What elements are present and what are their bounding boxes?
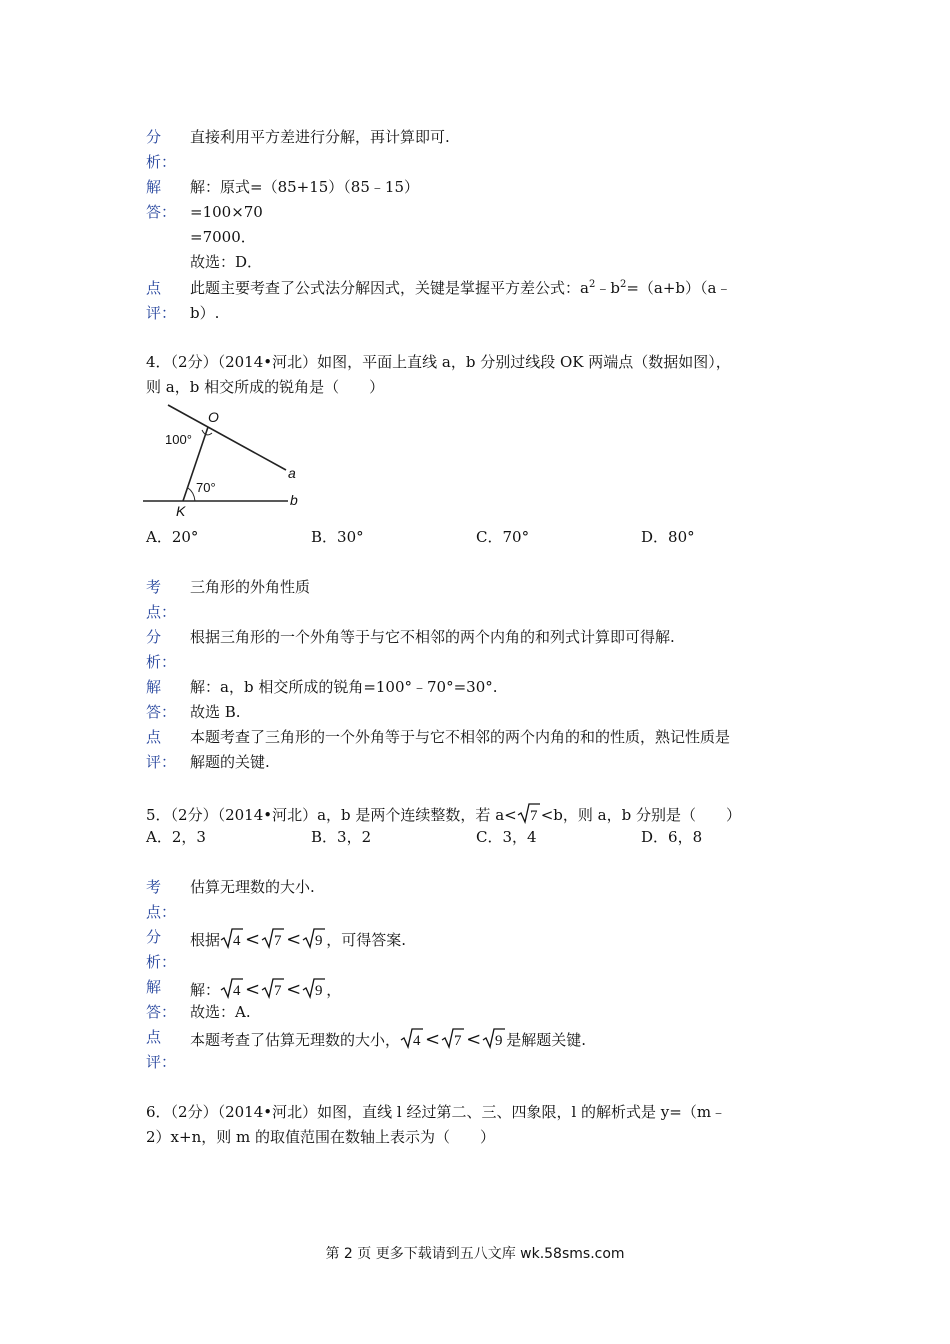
less-than-sign: <	[245, 979, 261, 1000]
q5-solution-line: 解： 4 < 7 < 9 ，	[190, 979, 342, 1000]
radicand: 7	[274, 983, 282, 999]
q4-topic-label: 考	[146, 578, 162, 596]
q5-option-b[interactable]: B．3，2	[311, 828, 372, 846]
q3-solution-label-2: 答：	[146, 203, 177, 221]
q4-option-d[interactable]: D．80°	[641, 528, 695, 546]
label-b: b	[290, 492, 298, 508]
q6-stem-2: 2）x+n，则 m 的取值范围在数轴上表示为（ ）	[146, 1128, 495, 1146]
sqrt-chain	[400, 1031, 506, 1049]
q3-comment-label-2: 评：	[146, 304, 177, 322]
sqrt-4	[220, 977, 244, 999]
q4-option-a[interactable]: A．20°	[146, 528, 199, 546]
q4-option-c[interactable]: C．70°	[476, 528, 530, 546]
q4-solution-line: 解：a，b 相交所成的锐角=100°﹣70°=30°.	[190, 678, 498, 696]
q5-topic-label: 考	[146, 878, 162, 896]
q4-comment-label: 点	[146, 728, 162, 746]
q5-analysis-label-2: 析：	[146, 953, 177, 971]
label-k: K	[176, 503, 186, 519]
radicand: 4	[233, 983, 241, 999]
q5-option-c[interactable]: C．3，4	[476, 828, 537, 846]
sqrt-7	[261, 977, 285, 999]
less-than-sign: <	[466, 1029, 482, 1050]
sqrt-7	[261, 927, 285, 949]
q4-comment-label-2: 评：	[146, 753, 177, 771]
q4-stem-2: 则 a，b 相交所成的锐角是（ ）	[146, 378, 385, 396]
q4-analysis-label-2: 析：	[146, 653, 177, 671]
q3-solution-line: =7000．	[190, 228, 256, 246]
sqrt-4	[400, 1027, 424, 1049]
q4-stem: 4．（2分）（2014•河北）如图，平面上直线 a，b 分别过线段 OK 两端点（数据如图），	[146, 353, 731, 371]
radicand: 9	[495, 1033, 503, 1049]
q3-analysis-label-2: 析：	[146, 153, 177, 171]
q4-solution-label: 解	[146, 678, 162, 696]
radicand: 7	[529, 808, 538, 824]
q5-analysis-label: 分	[146, 928, 162, 946]
q3-analysis-text: 直接利用平方差进行分解，再计算即可.	[190, 128, 450, 146]
sqrt-9	[302, 977, 326, 999]
label-a: a	[288, 465, 296, 481]
page-footer: 第 2 页 更多下载请到五八文库 wk.58sms.com	[325, 1246, 625, 1262]
radicand: 7	[274, 933, 282, 949]
q6-stem: 6．（2分）（2014•河北）如图，直线 l 经过第二、三、四象限，l 的解析式是 y=（m﹣	[146, 1103, 727, 1121]
q5-solution-label: 解	[146, 978, 162, 996]
radicand: 4	[233, 933, 241, 949]
q3-comment-label: 点	[146, 279, 162, 297]
sqrt-4	[220, 927, 244, 949]
label-angle-100: 100°	[165, 432, 192, 447]
q5-comment-label-2: 评：	[146, 1053, 177, 1071]
sqrt-chain	[220, 931, 326, 949]
q4-analysis-text: 根据三角形的一个外角等于与它不相邻的两个内角的和列式计算即可得解.	[190, 628, 675, 646]
q3-comment-text-2: b）.	[190, 304, 220, 322]
q5-comment-text: 本题考查了估算无理数的大小， 4 < 7 < 9 是解题关键.	[190, 1029, 586, 1050]
q5-topic-text: 估算无理数的大小.	[190, 878, 315, 896]
q3-comment-text: 此题主要考查了公式法分解因式，关键是掌握平方差公式：$a^2﹣b^2=(a+b)(a﹣$	[190, 279, 732, 297]
less-than-sign: <	[286, 929, 302, 950]
radicand: 9	[315, 983, 323, 999]
sqrt-7	[517, 802, 541, 824]
less-than-sign: <	[425, 1029, 441, 1050]
q4-option-b[interactable]: B．30°	[311, 528, 364, 546]
q4-topic-text: 三角形的外角性质	[190, 578, 311, 596]
less-than-sign: <	[286, 979, 302, 1000]
angle-arc-k	[188, 488, 195, 501]
q4-topic-label-2: 点：	[146, 603, 177, 621]
sqrt-9	[482, 1027, 506, 1049]
q5-analysis-text: 根据 4 < 7 < 9 ，可得答案.	[190, 929, 406, 950]
sqrt-7	[517, 806, 541, 824]
label-o: O	[208, 409, 219, 425]
q4-analysis-label: 分	[146, 628, 162, 646]
q4-solution-line: 故选 B.	[190, 703, 241, 721]
q5-topic-label-2: 点：	[146, 903, 177, 921]
q3-solution-line: 解：原式=（85+15）（85﹣15）	[190, 178, 419, 196]
q5-option-a[interactable]: A．2，3	[146, 828, 206, 846]
q3-solution-label: 解	[146, 178, 162, 196]
q5-comment-label: 点	[146, 1028, 162, 1046]
q4-comment-line: 本题考查了三角形的一个外角等于与它不相邻的两个内角的和的性质，熟记性质是	[190, 728, 731, 746]
radicand: 4	[413, 1033, 421, 1049]
radicand: 7	[454, 1033, 462, 1049]
radicand: 9	[315, 933, 323, 949]
q3-analysis-label: 分	[146, 128, 162, 146]
sqrt-chain	[220, 981, 326, 999]
q5-solution-label-2: 答：	[146, 1003, 177, 1021]
q5-solution-line-2: 故选：A.	[190, 1003, 251, 1021]
q4-comment-line: 解题的关键.	[190, 753, 270, 771]
less-than-sign: <	[245, 929, 261, 950]
q4-figure	[140, 400, 310, 520]
label-angle-70: 70°	[196, 480, 216, 495]
sqrt-9	[302, 927, 326, 949]
q3-solution-line: 故选：D．	[190, 253, 263, 271]
q5-option-d[interactable]: D．6，8	[641, 828, 703, 846]
q3-solution-line: =100×70	[190, 203, 263, 221]
sqrt-7	[441, 1027, 465, 1049]
q4-solution-label-2: 答：	[146, 703, 177, 721]
q5-stem: 5．（2分）（2014•河北）a，b 是两个连续整数，若 a< 7 <b，则 a，b 分别是（ ）	[146, 802, 741, 825]
